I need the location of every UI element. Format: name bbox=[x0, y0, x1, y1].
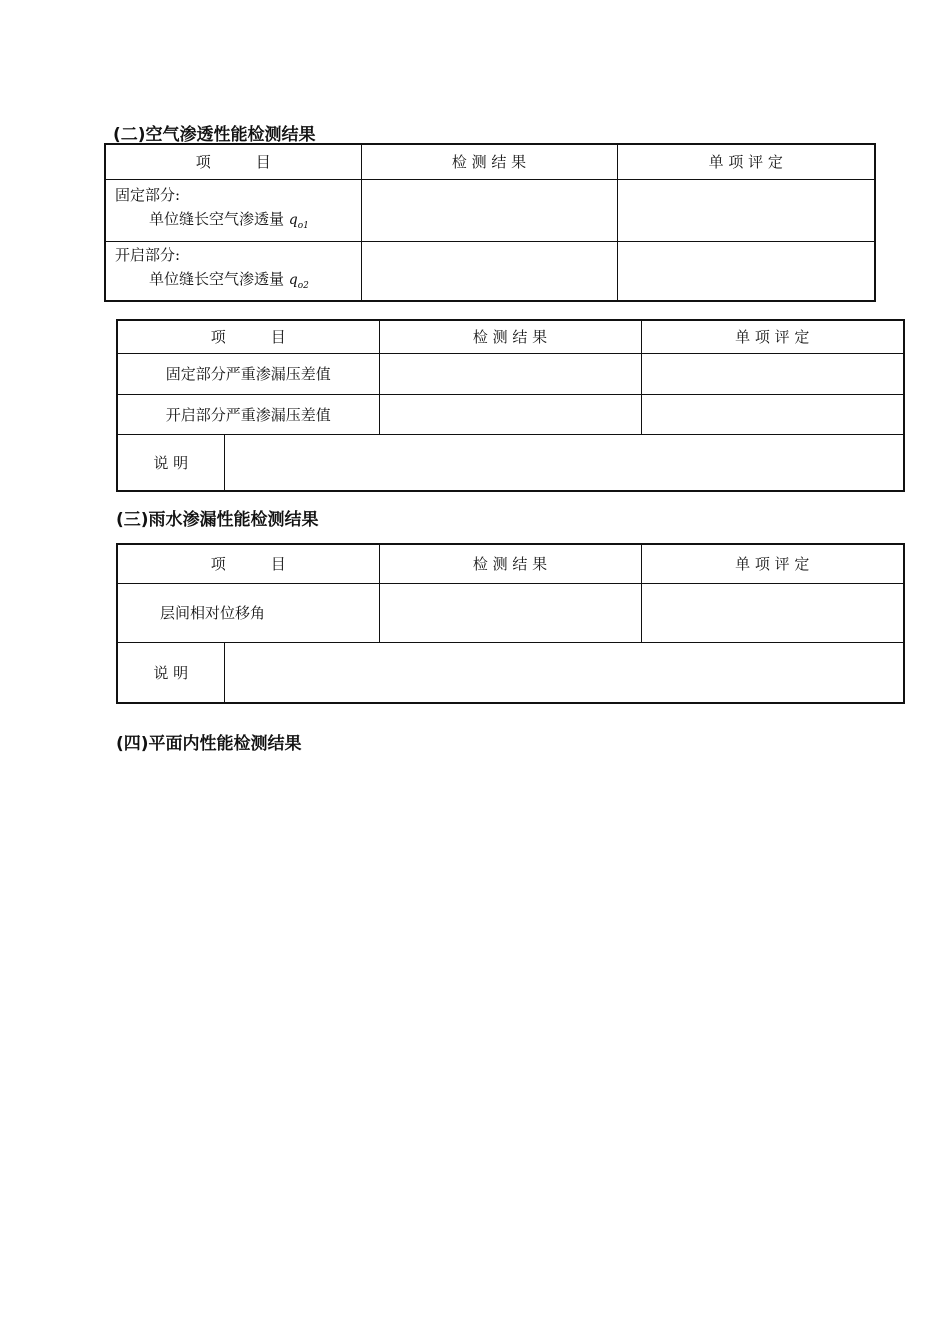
rating-cell[interactable] bbox=[617, 241, 875, 301]
row-label: 开启部分严重渗漏压差值 bbox=[117, 394, 379, 434]
rating-cell[interactable] bbox=[641, 583, 904, 642]
table-row bbox=[117, 394, 904, 434]
row-label-line1: 固定部分: bbox=[115, 185, 181, 204]
air-permeability-table bbox=[104, 143, 876, 302]
note-cell[interactable] bbox=[224, 434, 904, 491]
q-symbol bbox=[288, 272, 309, 292]
result-cell[interactable] bbox=[361, 179, 617, 241]
result-cell[interactable] bbox=[379, 583, 641, 642]
severe-leakage-table bbox=[116, 319, 905, 492]
header-item: 项 目 bbox=[117, 544, 379, 583]
rating-cell[interactable] bbox=[617, 179, 875, 241]
row-label-line2 bbox=[115, 267, 361, 298]
section-3-heading: (三)雨水渗漏性能检测结果 bbox=[116, 510, 319, 530]
header-result: 检 测 结 果 bbox=[361, 144, 617, 179]
q-symbol bbox=[288, 211, 309, 231]
note-row bbox=[117, 642, 904, 703]
row-label-text: 单位缝长空气渗透量 bbox=[149, 209, 289, 228]
row-label-text: 层间相对位移角 bbox=[160, 604, 266, 622]
row-label-line1: 开启部分: bbox=[115, 246, 181, 265]
note-row bbox=[117, 434, 904, 491]
row-label-text: 单位缝长空气渗透量 bbox=[149, 270, 289, 289]
table-header-row bbox=[105, 144, 875, 179]
header-item: 项 目 bbox=[105, 144, 361, 179]
table-row bbox=[117, 353, 904, 394]
header-rating: 单 项 评 定 bbox=[641, 320, 904, 353]
q-subscript: o2 bbox=[297, 281, 309, 292]
note-label: 说 明 bbox=[117, 642, 224, 703]
table-row bbox=[105, 241, 875, 301]
table-header-row bbox=[117, 544, 904, 583]
table-row bbox=[117, 583, 904, 642]
row-label-line2 bbox=[115, 207, 361, 238]
header-item: 项 目 bbox=[117, 320, 379, 353]
q-letter: q bbox=[288, 272, 298, 289]
result-cell[interactable] bbox=[379, 394, 641, 434]
table-header-row bbox=[117, 320, 904, 353]
header-result: 检 测 结 果 bbox=[379, 320, 641, 353]
header-rating: 单 项 评 定 bbox=[641, 544, 904, 583]
result-cell[interactable] bbox=[361, 241, 617, 301]
section-4-heading: (四)平面内性能检测结果 bbox=[116, 734, 302, 754]
result-cell[interactable] bbox=[379, 353, 641, 394]
q-subscript: o1 bbox=[297, 220, 309, 231]
q-letter: q bbox=[288, 211, 298, 228]
table-row bbox=[105, 179, 875, 241]
header-result: 检 测 结 果 bbox=[379, 544, 641, 583]
note-cell[interactable] bbox=[224, 642, 904, 703]
note-label: 说 明 bbox=[117, 434, 224, 491]
section-2-heading: (二)空气渗透性能检测结果 bbox=[113, 125, 316, 145]
row-label bbox=[105, 179, 361, 241]
row-label: 固定部分严重渗漏压差值 bbox=[117, 353, 379, 394]
rating-cell[interactable] bbox=[641, 353, 904, 394]
row-label bbox=[117, 583, 379, 642]
rating-cell[interactable] bbox=[641, 394, 904, 434]
header-rating: 单 项 评 定 bbox=[617, 144, 875, 179]
row-label bbox=[105, 241, 361, 301]
rain-leakage-table bbox=[116, 543, 905, 704]
